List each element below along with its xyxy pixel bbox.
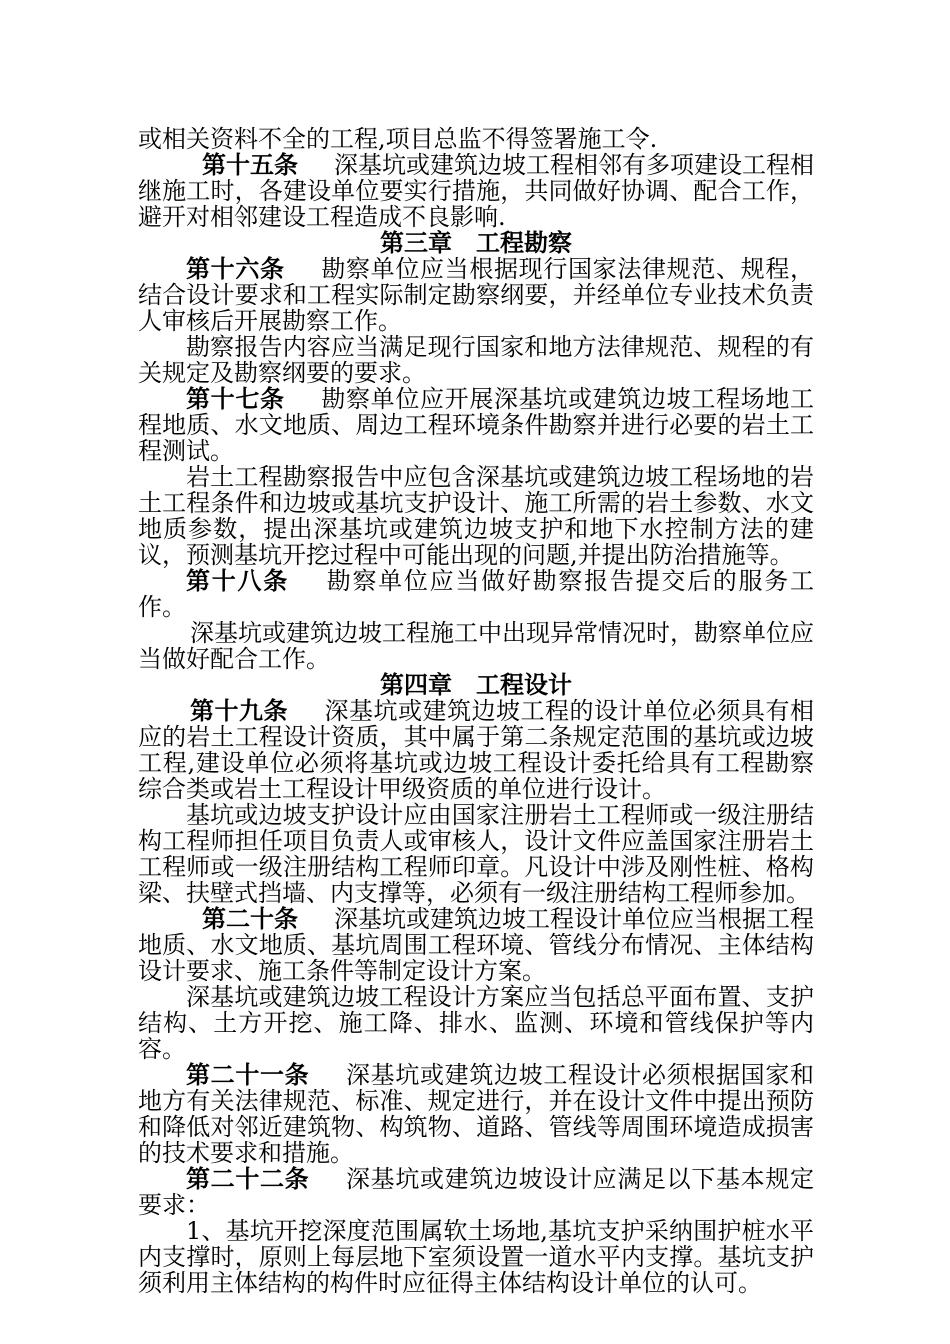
article-label: 第十八条	[186, 566, 289, 595]
article-text: 勘察单位应开展深基坑或建筑边坡工程场地工程地质、水文地质、周边工程环境条件勘察并进行必要的岩土工程测试。	[138, 385, 815, 465]
article-label: 第十七条	[186, 384, 285, 413]
article-text: 深基坑或建筑边坡设计应满足以下基本规定要求：	[138, 1165, 815, 1219]
chapter-heading: 第三章 工程勘察	[380, 228, 572, 257]
article-label: 第十六条	[186, 254, 285, 283]
article-paragraph	[138, 1166, 814, 1218]
body-paragraph: 基坑或边坡支护设计应由国家注册岩土工程师或一级注册结构工程师担任项目负责人或审核人，设计文件应盖国家注册岩土工程师或一级注册结构工程师印章。凡设计中涉及刚性桩、格构梁、扶壁式挡墙、内支撑等，必须有一级注册结构工程师参加。	[138, 801, 814, 907]
article-text: 勘察单位应当做好勘察报告提交后的服务工作。	[138, 567, 815, 621]
article-label: 第二十条	[202, 904, 298, 933]
article-text: 深基坑或建筑边坡工程设计必须根据国家和地方有关法律规范、标准、规定进行，并在设计文件中提出预防和降低对邻近建筑物、构筑物、道路、管线等周围环境造成损害的技术要求和措施。	[138, 1061, 815, 1167]
article-paragraph	[138, 256, 814, 334]
article-label: 第二十二条	[186, 1164, 310, 1193]
body-paragraph: 勘察报告内容应当满足现行国家和地方法律规范、规程的有关规定及勘察纲要的要求。	[138, 333, 814, 387]
body-paragraph: 深基坑或建筑边坡工程施工中出现异常情况时，勘察单位应当做好配合工作。	[138, 619, 814, 673]
chapter-heading: 第四章 工程设计	[380, 670, 572, 699]
body-paragraph: 岩土工程勘察报告中应包含深基坑或建筑边坡工程场地的岩土工程条件和边坡或基坑支护设计、施工所需的岩土参数、水文地质参数，提出深基坑或建筑边坡支护和地下水控制方法的建议，预测基坑开挖过程中可能出现的问题,并提出防治措施等。	[138, 463, 814, 569]
article-paragraph	[138, 568, 814, 620]
article-label: 第二十一条	[186, 1060, 310, 1089]
article-text: 深基坑或建筑边坡工程设计单位应当根据工程地质、水文地质、基坑周围工程环境、管线分布情况、主体结构设计要求、施工条件等制定设计方案。	[138, 905, 814, 985]
article-paragraph	[138, 1062, 814, 1166]
document-body	[138, 126, 814, 1296]
body-paragraph: 1、基坑开挖深度范围属软土场地,基坑支护采纳围护桩水平内支撑时，原则上每层地下室须设置一道水平内支撑。基坑支护须利用主体结构的构件时应征得主体结构设计单位的认可。	[138, 1217, 814, 1297]
article-text: 勘察单位应当根据现行国家法律规范、规程，结合设计要求和工程实际制定勘察纲要，并经单位专业技术负责人审核后开展勘察工作。	[138, 255, 815, 335]
article-paragraph	[138, 152, 814, 230]
article-paragraph	[138, 698, 814, 802]
article-text: 深基坑或建筑边坡工程相邻有多项建设工程相继施工时，各建设单位要实行措施，共同做好协调、配合工作，避开对相邻建设工程造成不良影响.	[138, 151, 814, 231]
article-paragraph	[138, 906, 814, 984]
body-paragraph: 或相关资料不全的工程,项目总监不得签署施工令.	[138, 125, 658, 153]
article-text: 深基坑或建筑边坡工程的设计单位必须具有相应的岩土工程设计资质，其中属于第二条规定范围的基坑或边坡工程,建设单位必须将基坑或边坡工程设计委托给具有工程勘察综合类或岩土工程设计甲级资质的单位进行设计。	[138, 697, 814, 803]
article-label: 第十九条	[190, 696, 288, 725]
article-paragraph	[138, 386, 814, 464]
article-label: 第十五条	[202, 150, 298, 179]
body-paragraph: 深基坑或建筑边坡工程设计方案应当包括总平面布置、支护结构、土方开挖、施工降、排水、监测、环境和管线保护等内容。	[138, 983, 814, 1063]
